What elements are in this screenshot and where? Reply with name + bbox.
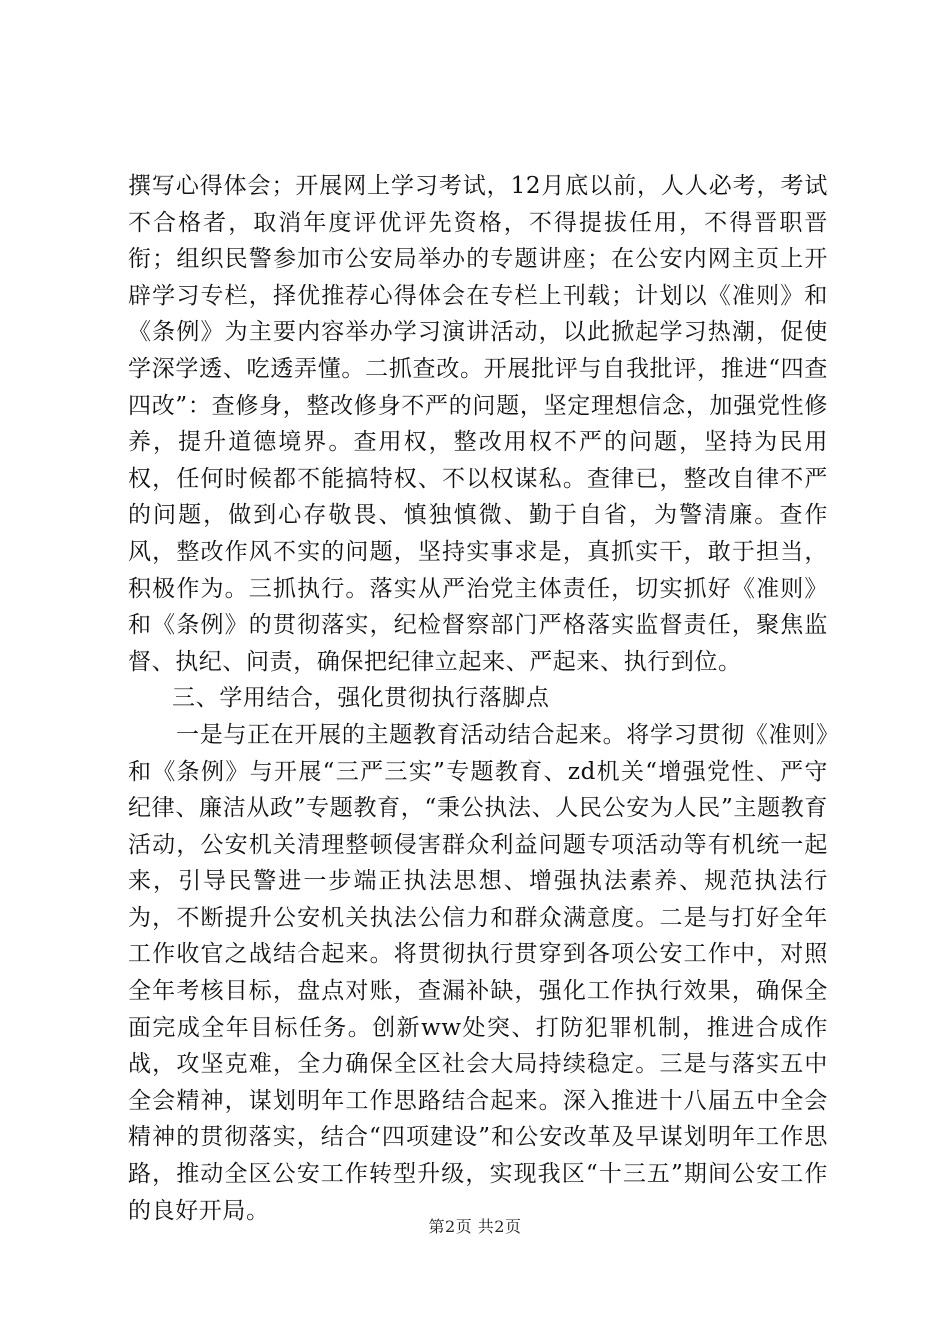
section-heading-3: 三、学用结合，强化贯彻执行落脚点 bbox=[172, 685, 550, 712]
page-footer: 第2页 共2页 bbox=[428, 1217, 522, 1236]
body-paragraph-2: 一是与正在开展的主题教育活动结合起来。将学习贯彻《准则》和《条例》与开展“三严三实”专题教育、zd机关“增强党性、严守纪律、廉洁从政”专题教育，“秉公执法、人民公安为人民”主题教育活动，公安机关清理整顿侵害群众利益问题专项活动等有机统一起来，引导民警进一步端正执法思想、增强执法素养、规范执法行为，不断提升公安机关执法公信力和群众满意度。二是与打好全年工作收官之战结合起来。将贯彻执行贯穿到各项公安工作中，对照全年考核目标，盘点对账，查漏补缺，强化工作执行效果，确保全面完成全年目标任务。创新ww处突、打防犯罪机制，推进合成作战，攻坚克难，全力确保全区社会大局持续稳定。三是与落实五中全会精神，谋划明年工作思路结合起来。深入推进十八届五中全会精神的贯彻落实，结合“四项建设”和公安改革及早谋划明年工作思路，推动全区公安工作转型升级，实现我区“十三五”期间公安工作的良好开局。 bbox=[128, 721, 828, 1224]
document-body bbox=[128, 168, 828, 1229]
body-paragraph-1: 撰写心得体会；开展网上学习考试，12月底以前，人人必考，考试不合格者，取消年度评优评先资格，不得提拔任用，不得晋职晋衔；组织民警参加市公安局举办的专题讲座；在公安内网主页上开辟学习专栏，择优推荐心得体会在专栏上刊载；计划以《准则》和《条例》为主要内容举办学习演讲活动，以此掀起学习热潮，促使学深学透、吃透弄懂。二抓查改。开展批评与自我批评，推进“四查四改”：查修身，整改修身不严的问题，坚定理想信念，加强党性修养，提升道德境界。查用权，整改用权不严的问题，坚持为民用权，任何时候都不能搞特权、不以权谋私。查律已，整改自律不严的问题，做到心存敬畏、慎独慎微、勤于自省，为警清廉。查作风，整改作风不实的问题，坚持实事求是，真抓实干，敢于担当，积极作为。三抓执行。落实从严治党主体责任，切实抓好《准则》和《条例》的贯彻落实，纪检督察部门严格落实监督责任，聚焦监督、执纪、问责，确保把纪律立起来、严起来、执行到位。 bbox=[128, 173, 828, 675]
